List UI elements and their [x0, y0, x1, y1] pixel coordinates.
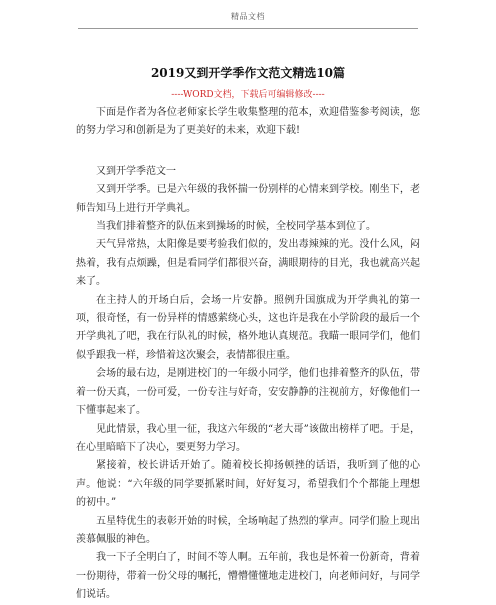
- paragraph: 五星特优生的表彰开始的时候，全场响起了热烈的掌声。同学们脸上现出羡慕佩服的神色。: [76, 515, 420, 545]
- intro-paragraph: 下面是作者为各位老师家长学生收集整理的范本，欢迎借鉴参考阅读，您的努力学习和创新是为了更美好的未来，欢迎下载!: [76, 107, 420, 137]
- paragraph: 当我们排着整齐的队伍来到操场的时候，全校同学基本到位了。: [96, 221, 376, 233]
- paragraph: 天气异常热，太阳像是要考验我们似的，发出毒辣辣的光。没什么风，闷热着，我有点烦躁，但是看同学们都很兴奋，满眼期待的目光，我也就高兴起来了。: [76, 239, 420, 288]
- header-divider: [78, 28, 418, 29]
- paragraph: 会场的最右边，是刚进校门的一年级小同学，他们也排着整齐的队伍，带着一份天真，一份可爱，一份专注与好奇，安安静静的注视前方，好像他们一下懂事起来了。: [76, 368, 420, 417]
- document-body: [76, 104, 420, 605]
- paragraph: 见此情景，我心里一征，我这六年级的“老大哥”该做出榜样了吧。于是，在心里暗暗下了决心，要更努力学习。: [76, 423, 420, 453]
- paragraph: 又到开学季。已是六年级的我怀揣一份别样的心情来到学校。刚坐下，老师告知马上进行开学典礼。: [76, 184, 420, 214]
- document-title: 2019又到开学季作文范文精选10篇: [150, 66, 346, 80]
- paragraph: 我一下子全明白了，时间不等人啊。五年前，我也是怀着一份新奇，背着一份期待，带着一份父母的嘱托，懵懵懂懂地走进校门，向老师问好，与同学们说话。: [76, 552, 420, 601]
- spacer: [76, 141, 420, 163]
- page-header: 精品文档: [231, 12, 265, 21]
- paragraph: 在主持人的开场白后，会场一片安静。照例升国旗成为开学典礼的第一项，很奇怪，有一份异样的情感萦绕心头，这也许是我在小学阶段的最后一个开学典礼了吧，我在行队礼的时候，格外地认真规范。我瞄一眼同学们，他们似乎跟我一样，珍惜着这次聚会，表情都很庄重。: [76, 294, 420, 361]
- section-subtitle: 又到开学季范文一: [96, 165, 176, 177]
- word-notice: ----WORD文档，下载后可编辑修改----: [171, 90, 325, 100]
- paragraph: 紧接着，校长讲话开始了。随着校长抑扬顿挫的话语，我听到了他的心声。他说：“六年级的同学要抓紧时间，好好复习，希望我们个个都能上理想的初中。”: [76, 460, 420, 509]
